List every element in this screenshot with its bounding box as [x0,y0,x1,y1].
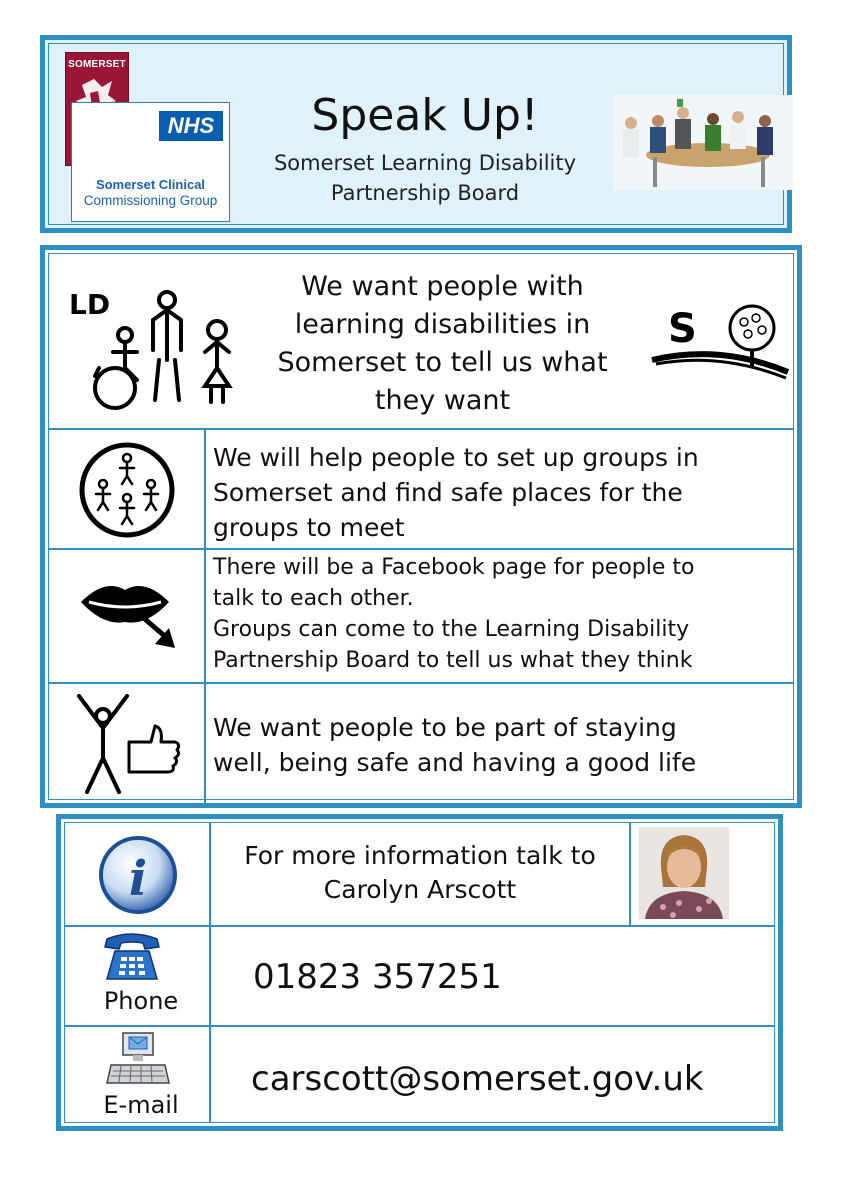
nhs-name-line2: Commissioning Group [83,193,218,208]
row-divider [49,428,793,430]
row-4-text [213,710,793,780]
group-circle-icon [75,440,180,540]
somerset-s-tree-icon [650,300,790,390]
phone-number[interactable]: 01823 357251 [253,957,502,997]
column-divider [629,823,631,925]
row-2-line: groups to meet [213,513,405,542]
s-label: S [668,306,697,352]
header-panel [40,35,792,233]
row-1-line: they want [374,385,511,416]
meeting-photo [613,95,793,190]
nhs-organisation-name [72,177,229,209]
row-3-line: talk to each other. [213,586,414,611]
row-4-line: We want people to be part of staying [213,713,677,742]
info-icon [98,835,178,915]
mouth-speak-icon [75,576,185,656]
somerset-logo-title: SOMERSET [68,59,126,70]
row-1-line: We want people with [301,271,584,302]
page-subtitle [245,148,605,208]
svg-text:i: i [128,851,148,907]
row-divider [49,682,793,684]
row-1-line: learning disabilities in [294,309,591,340]
email-address[interactable]: carscott@somerset.gov.uk [251,1059,704,1099]
email-label: E-mail [103,1091,179,1119]
row-3-line: Partnership Board to tell us what they think [213,648,693,673]
page-title: Speak Up! [311,90,539,141]
telephone-icon [101,931,163,985]
row-3-text [213,552,793,676]
phone-label: Phone [103,987,179,1015]
contact-panel [56,814,783,1131]
contact-name: Carolyn Arscott [323,875,517,904]
nhs-logo [71,102,230,222]
row-2-line: Somerset and find safe places for the [213,478,683,507]
person-thumbs-up-icon [67,688,187,800]
row-2-text [213,440,793,545]
email-computer-icon [105,1031,171,1089]
row-3-line: Groups can come to the Learning Disability [213,617,690,642]
column-divider [204,430,206,804]
row-1-text [255,268,630,420]
person-photo [639,827,729,919]
row-3-line: There will be a Facebook page for people to [213,555,695,580]
nhs-badge: NHS [159,111,223,141]
information-panel [40,245,802,808]
ld-label: LD [69,288,111,321]
row-divider [65,1025,774,1027]
row-divider [65,925,774,927]
ld-people-icon [67,280,237,415]
info-text [211,839,629,907]
info-line1: For more information talk to [244,841,596,870]
row-4-line: well, being safe and having a good life [213,748,697,777]
row-divider [49,548,793,550]
nhs-name-line1: Somerset Clinical [95,177,206,192]
row-1-line: Somerset to tell us what [277,347,608,378]
subtitle-line1: Somerset Learning Disability [273,151,577,175]
subtitle-line2: Partnership Board [330,181,520,205]
row-2-line: We will help people to set up groups in [213,443,699,472]
